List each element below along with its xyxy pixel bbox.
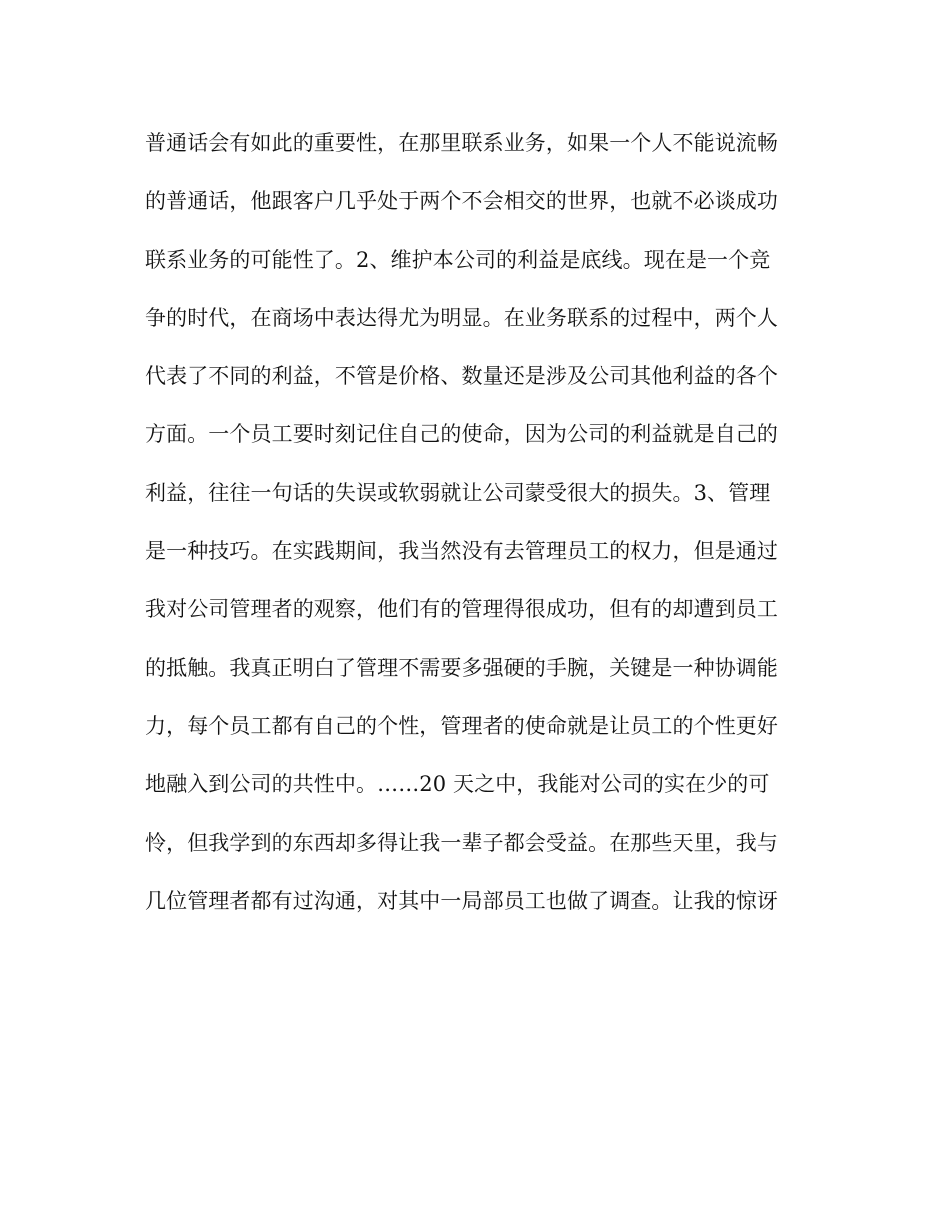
text-line: 力，每个员工都有自己的个性，管理者的使命就是让员工的个性更好 — [145, 713, 778, 738]
text-line: 地融入到公司的共性中。……20 天之中，我能对公司的实在少的可 — [145, 772, 770, 797]
text-line: 方面。一个员工要时刻记住自己的使命，因为公司的利益就是自己的 — [145, 422, 778, 447]
text-line: 我对公司管理者的观察，他们有的管理得很成功，但有的却遭到员工 — [145, 597, 778, 622]
text-line: 是一种技巧。在实践期间，我当然没有去管理员工的权力，但是通过 — [145, 539, 778, 564]
text-line: 的普通话，他跟客户几乎处于两个不会相交的世界，也就不必谈成功 — [145, 189, 778, 214]
text-line: 几位管理者都有过沟通，对其中一局部员工也做了调查。让我的惊讶 — [145, 888, 778, 913]
text-line: 联系业务的可能性了。2、维护本公司的利益是底线。现在是一个竞 — [145, 247, 771, 272]
text-line: 争的时代，在商场中表达得尤为明显。在业务联系的过程中，两个人 — [145, 305, 778, 330]
text-line: 利益，往往一句话的失误或软弱就让公司蒙受很大的损失。3、管理 — [145, 480, 771, 505]
text-line: 怜，但我学到的东西却多得让我一辈子都会受益。在那些天里，我与 — [145, 830, 778, 855]
text-line: 的抵触。我真正明白了管理不需要多强硬的手腕，关键是一种协调能 — [145, 655, 778, 680]
text-line: 普通话会有如此的重要性，在那里联系业务，如果一个人不能说流畅 — [145, 131, 778, 155]
text-line: 代表了不同的利益，不管是价格、数量还是涉及公司其他利益的各个 — [145, 364, 778, 389]
document-body — [145, 121, 815, 937]
